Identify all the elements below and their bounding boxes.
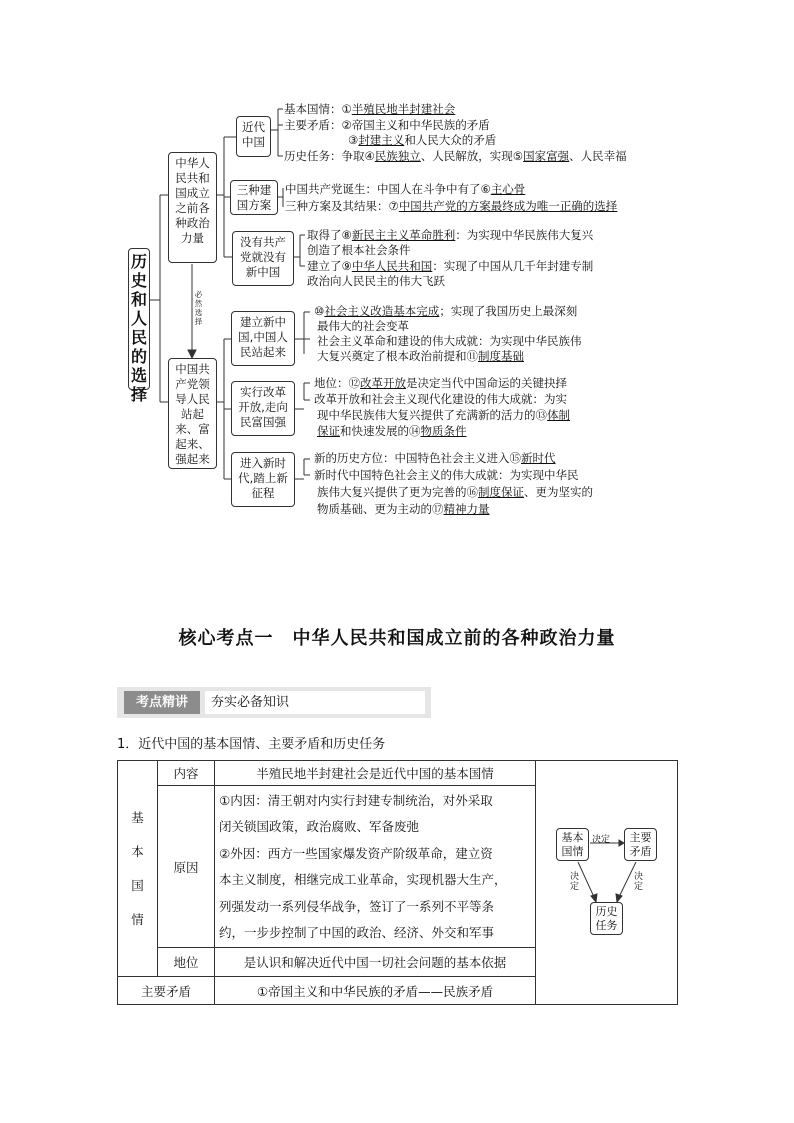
banner-subtitle: 夯实必备知识 [205,691,425,714]
diagram-edge-label: 决定 [592,835,611,845]
leaf-guoqing: 基本国情：①半殖民地半封建社会 [284,102,456,116]
diagram-node-renwu: 历史任务 [590,902,623,935]
leaf-renwu: 历史任务：争取④民族独立、人民解放，实现⑤国家富强、人民幸福 [284,149,627,163]
leaf-maodun: 主要矛盾：②帝国主义和中华民族的矛盾 [284,118,490,132]
leaf-xinshidai: 新时代中国特色社会主义的伟大成就：为实现中华民 [314,468,579,482]
leaf-diwei: 地位：⑫改革开放是决定当代中国命运的关键抉择 [314,376,567,390]
diagram-node-maodun: 主要矛盾 [624,828,657,861]
leaf-shengli-2: 创造了根本社会条件 [307,243,411,257]
sub-label: 近代中国 [242,120,265,149]
leaf-gaige-chengjiu: 改革开放和社会主义现代化建设的伟大成就：为实 [314,392,567,406]
leaf-gaige-chengjiu-2: 现中华民族伟大复兴提供了充满新的活力的⑬体制 [317,408,570,422]
cell-main: ①帝国主义和中华民族的矛盾——民族矛盾 [215,977,536,1005]
sub-label: 建立新中国,中国人民站起来 [238,315,288,359]
leaf-gaizao: ⑩社会主义改造基本完成；实现了我国历史上最深刻 [314,304,578,318]
leaf-dansheng: 中国共产党诞生：中国人在斗争中有了⑥主心骨 [285,182,526,196]
leaf-jianli-2: 政治向人民民主的伟大飞跃 [307,274,445,288]
connector-label: 必然选择 [194,290,203,326]
label-content: 内容 [158,761,215,786]
leaf-chengjiu: 社会主义革命和建设的伟大成就：为实现中华民族伟 [317,334,582,348]
leaf-gaige-chengjiu-3: 保证和快速发展的⑭物质条件 [317,424,467,438]
row-group-cell: 基本国情 [118,761,158,977]
leaf-jianli: 建立了⑨中华人民共和国：实现了中国从几千年封建专制 [307,259,594,273]
sub-label: 进入新时代,踏上新征程 [238,456,288,500]
sub-label: 没有共产党就没有新中国 [240,235,286,279]
diagram-edge-label: 决定 [634,872,644,892]
leaf-shengli: 取得了⑧新民主主义革命胜利：为实现中华民族伟大复兴 [307,228,594,242]
label-status: 地位 [158,948,215,977]
cell-status: 是认识和解决近代中国一切社会问题的基本依据 [215,948,536,977]
leaf-xinshidai-3: 物质基础、更为主动的⑰精神力量 [317,502,490,516]
section-title: 核心考点一 中华人民共和国成立前的各种政治力量 [178,628,616,649]
cell-content: 半殖民地半封建社会是近代中国的基本国情 [215,761,536,786]
diagram-node-guoqing: 基本国情 [556,828,589,861]
branch-label: 中华人民共和国成立之前各种政治力量 [175,156,210,245]
label-reason: 原因 [158,786,215,948]
label-main: 主要矛盾 [118,977,215,1005]
leaf-maodun-2: ③封建主义和人民大众的矛盾 [348,133,497,147]
diagram-edge-label: 决定 [570,872,580,892]
leaf-fangwei: 新的历史方位：中国特色社会主义进入⑮新时代 [314,451,556,465]
mindmap-root-label: 历史和人民的选择 [130,252,147,404]
leaf-fangan: 三种方案及其结果：⑦中国共产党的方案最终成为唯一正确的选择 [285,199,618,213]
sub-label: 实行改革开放,走向民富国强 [238,385,288,429]
cell-reason: ①内因：清王朝对内实行封建专制统治，对外采取 闭关锁国政策，政治腐败、军备废弛 ②外因：西方一些国家爆发资产阶级革命，建立资 本主义制度，相继完成工业革命，实现机器大生产， 列强发动一系列侵华战争，签订了一系列不平等条 约，一步步控制了中国的政治、经济、外交和军事 [215,786,536,948]
sub-label: 三种建国方案 [236,183,272,212]
branch-label: 中国共产党领导人民站起来、富起来、强起来 [175,362,210,466]
banner-tag: 考点精讲 [124,691,200,714]
leaf-xinshidai-2: 族伟大复兴提供了更为完善的⑯制度保证、更为坚实的 [317,485,593,499]
leaf-gaizao-2: 最伟大的社会变革 [317,319,409,333]
leaf-chengjiu-2: 大复兴奠定了根本政治前提和⑪制度基础 [317,349,524,363]
heading-1: 1．近代中国的基本国情、主要矛盾和历史任务 [117,737,386,752]
